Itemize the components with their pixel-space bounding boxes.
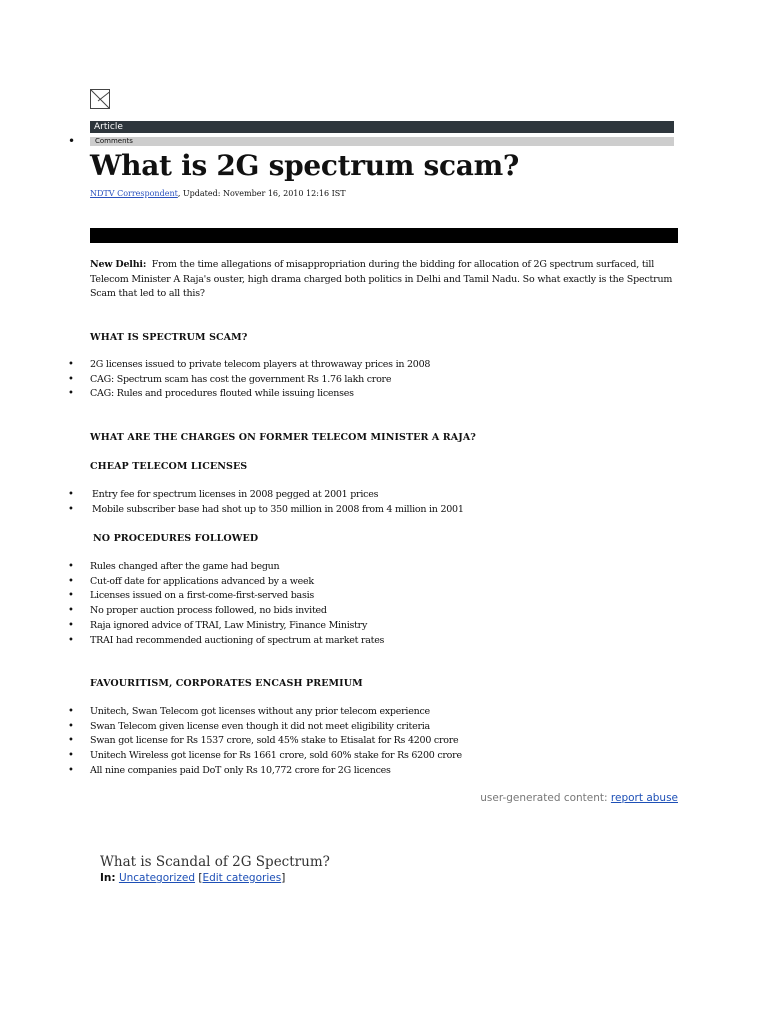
list-item: • CAG: Rules and procedures flouted while issuing licenses <box>68 387 430 402</box>
list-item: • CAG: Spectrum scam has cost the government Rs 1.76 lakh crore <box>68 373 430 388</box>
report-prefix: user-generated content: <box>480 792 608 804</box>
section-heading: WHAT IS SPECTRUM SCAM? <box>90 332 248 343</box>
byline <box>90 189 346 198</box>
section-heading: NO PROCEDURES FOLLOWED <box>93 533 259 544</box>
list-item: • 2G licenses issued to private telecom players at throwaway prices in 2008 <box>68 358 430 373</box>
tab-article[interactable]: Article <box>90 121 674 133</box>
section-heading: FAVOURITISM, CORPORATES ENCASH PREMIUM <box>90 678 363 689</box>
bullet-list <box>68 358 430 402</box>
list-item: • Entry fee for spectrum licenses in 2008 pegged at 2001 prices <box>68 488 464 503</box>
page-title: What is 2G spectrum scam? <box>90 149 520 182</box>
list-item: • Rules changed after the game had begun <box>68 560 384 575</box>
category-link[interactable]: Uncategorized <box>118 872 196 884</box>
broken-image-icon <box>90 89 110 109</box>
footer-title: What is Scandal of 2G Spectrum? <box>100 854 330 870</box>
report-abuse-line <box>480 792 678 804</box>
author-link[interactable]: NDTV Correspondent <box>90 189 178 198</box>
footer-categories: In: Uncategorized [Edit categories] <box>100 872 286 884</box>
bullet-list <box>68 560 384 648</box>
in-label: In: <box>100 872 116 884</box>
banner-bar <box>90 228 678 243</box>
list-item: • Unitech, Swan Telecom got licenses without any prior telecom experience <box>68 705 462 720</box>
byline-date: , Updated: November 16, 2010 12:16 IST <box>177 189 346 198</box>
list-item: • Swan got license for Rs 1537 crore, sold 45% stake to Etisalat for Rs 4200 crore <box>68 734 462 749</box>
dateline: New Delhi: <box>90 259 147 270</box>
bullet-list <box>68 488 464 517</box>
intro-paragraph <box>90 258 680 302</box>
banner-link[interactable] <box>90 236 94 245</box>
list-item: • No proper auction process followed, no bids invited <box>68 604 384 619</box>
edit-categories-link[interactable]: Edit categories <box>202 872 282 884</box>
list-item: • Cut-off date for applications advanced by a week <box>68 575 384 590</box>
list-item: • Unitech Wireless got license for Rs 1661 crore, sold 60% stake for Rs 6200 crore <box>68 749 462 764</box>
list-item: • All nine companies paid DoT only Rs 10,772 crore for 2G licences <box>68 764 462 779</box>
list-item: • Swan Telecom given license even though it did not meet eligibility criteria <box>68 720 462 735</box>
section-heading: WHAT ARE THE CHARGES ON FORMER TELECOM MINISTER A RAJA? <box>90 432 476 443</box>
list-item: • Licenses issued on a first-come-first-served basis <box>68 589 384 604</box>
list-item: • Mobile subscriber base had shot up to 350 million in 2008 from 4 million in 2001 <box>68 503 464 518</box>
report-abuse-link[interactable]: report abuse <box>610 792 678 804</box>
list-item: • TRAI had recommended auctioning of spectrum at market rates <box>68 634 384 649</box>
tab-bullet: • <box>68 134 76 148</box>
bullet-list <box>68 705 462 779</box>
section-heading: CHEAP TELECOM LICENSES <box>90 461 248 472</box>
intro-text: From the time allegations of misappropriation during the bidding for allocation of 2G spectrum surfaced, till Telecom Minister A Raja's ouster, high drama charged both politics in Delhi and Tamil Nadu. So what exactly is the Spectrum Scam that led to all this? <box>90 259 673 299</box>
list-item: • Raja ignored advice of TRAI, Law Ministry, Finance Ministry <box>68 619 384 634</box>
tab-comments[interactable]: Comments <box>90 137 674 146</box>
